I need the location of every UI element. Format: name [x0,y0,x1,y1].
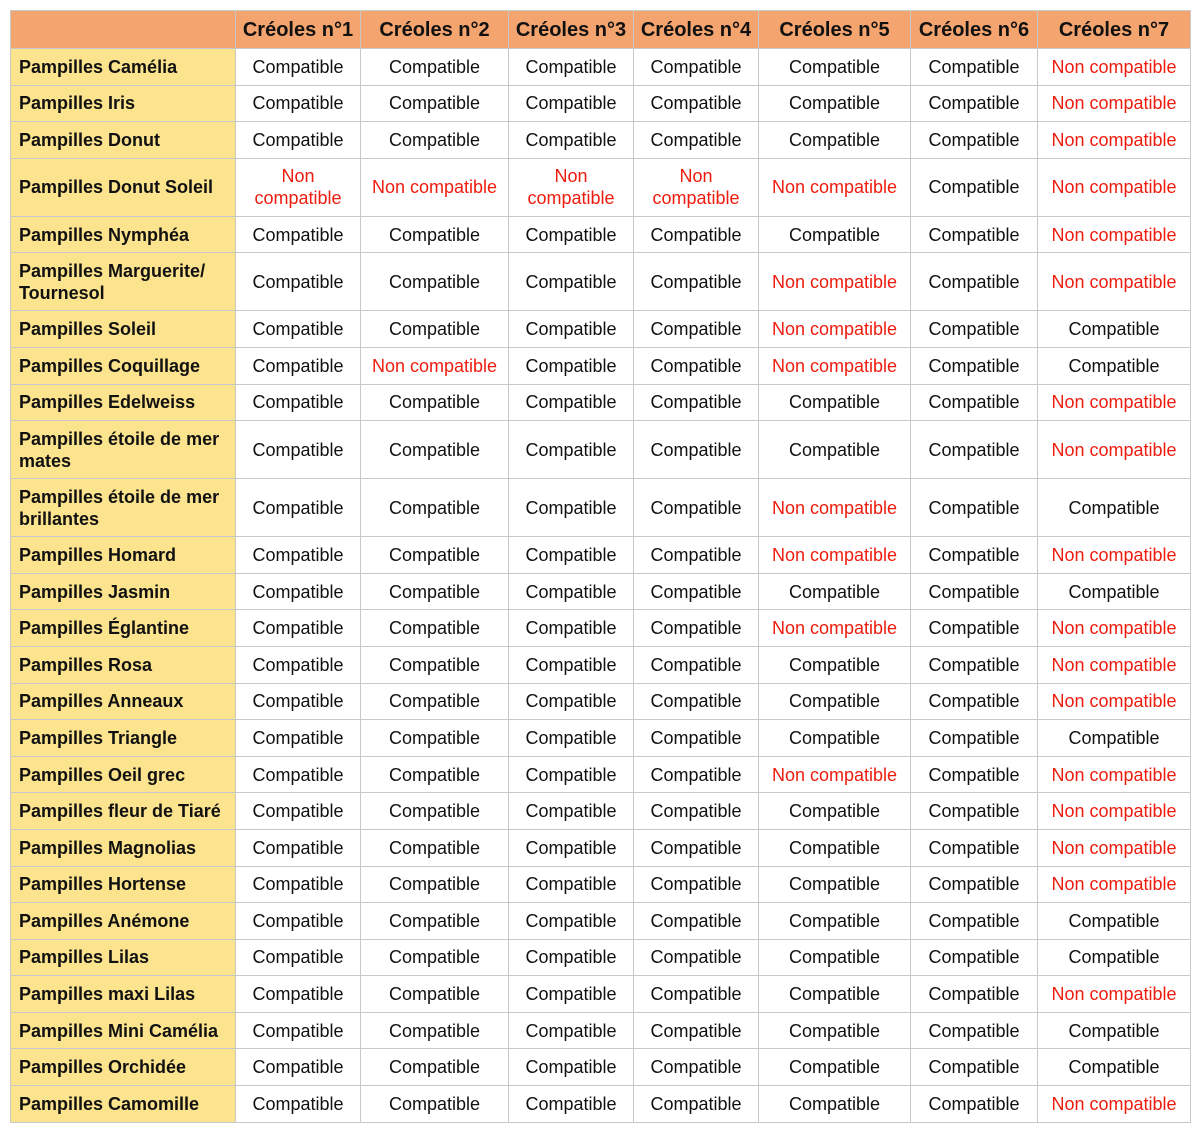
status-compatible: Compatible [911,829,1038,866]
row-label-pampilles-lilas: Pampilles Lilas [11,939,236,976]
status-compatible: Compatible [911,85,1038,122]
table-row [11,85,1191,122]
status-compatible: Compatible [236,793,361,830]
status-compatible: Compatible [911,939,1038,976]
status-compatible: Compatible [634,573,759,610]
status-compatible: Compatible [236,720,361,757]
status-compatible: Compatible [361,85,509,122]
status-compatible: Compatible [361,793,509,830]
status-compatible: Compatible [911,1086,1038,1123]
status-compatible: Compatible [911,1012,1038,1049]
row-label-pampilles-anemone: Pampilles Anémone [11,903,236,940]
status-non-compatible: Non compatible [1038,1086,1191,1123]
status-compatible: Compatible [361,421,509,479]
row-label-pampilles-rosa: Pampilles Rosa [11,646,236,683]
status-non-compatible: Non compatible [1038,253,1191,311]
status-compatible: Compatible [911,253,1038,311]
status-compatible: Compatible [509,683,634,720]
row-label-pampilles-camomille: Pampilles Camomille [11,1086,236,1123]
row-label-pampilles-eglantine: Pampilles Églantine [11,610,236,647]
status-compatible: Compatible [236,756,361,793]
status-compatible: Compatible [361,122,509,159]
status-compatible: Compatible [509,253,634,311]
row-label-pampilles-iris: Pampilles Iris [11,85,236,122]
status-compatible: Compatible [911,311,1038,348]
status-compatible: Compatible [361,49,509,86]
status-compatible: Compatible [509,1049,634,1086]
status-compatible: Compatible [634,829,759,866]
row-label-pampilles-donut-soleil: Pampilles Donut Soleil [11,158,236,216]
status-non-compatible: Non compatible [509,158,634,216]
row-label-pampilles-orchidee: Pampilles Orchidée [11,1049,236,1086]
table-row [11,216,1191,253]
status-non-compatible: Non compatible [1038,421,1191,479]
row-label-pampilles-soleil: Pampilles Soleil [11,311,236,348]
status-compatible: Compatible [634,49,759,86]
status-compatible: Compatible [911,610,1038,647]
status-compatible: Compatible [509,610,634,647]
row-label-pampilles-camelia: Pampilles Camélia [11,49,236,86]
status-compatible: Compatible [634,610,759,647]
table-row [11,683,1191,720]
status-non-compatible: Non compatible [759,311,911,348]
status-compatible: Compatible [509,216,634,253]
status-compatible: Compatible [236,347,361,384]
row-label-pampilles-marguerite-tournesol: Pampilles Marguerite/ Tournesol [11,253,236,311]
status-compatible: Compatible [634,683,759,720]
row-label-pampilles-jasmin: Pampilles Jasmin [11,573,236,610]
status-compatible: Compatible [634,720,759,757]
status-compatible: Compatible [509,573,634,610]
column-header-1: Créoles n°1 [236,11,361,49]
status-compatible: Compatible [509,866,634,903]
status-compatible: Compatible [911,976,1038,1013]
status-compatible: Compatible [236,311,361,348]
table-row [11,793,1191,830]
column-header-5: Créoles n°5 [759,11,911,49]
status-non-compatible: Non compatible [759,347,911,384]
status-compatible: Compatible [911,216,1038,253]
status-compatible: Compatible [236,122,361,159]
status-non-compatible: Non compatible [1038,683,1191,720]
status-compatible: Compatible [236,976,361,1013]
status-compatible: Compatible [361,1049,509,1086]
status-compatible: Compatible [1038,573,1191,610]
status-compatible: Compatible [759,85,911,122]
status-compatible: Compatible [759,122,911,159]
status-compatible: Compatible [759,720,911,757]
status-compatible: Compatible [911,122,1038,159]
status-compatible: Compatible [911,537,1038,574]
status-compatible: Compatible [236,49,361,86]
status-compatible: Compatible [236,253,361,311]
row-label-pampilles-etoile-de-mer-mates: Pampilles étoile de mer mates [11,421,236,479]
row-label-pampilles-fleur-de-tiare: Pampilles fleur de Tiaré [11,793,236,830]
status-compatible: Compatible [236,1086,361,1123]
status-compatible: Compatible [759,646,911,683]
row-label-pampilles-hortense: Pampilles Hortense [11,866,236,903]
status-compatible: Compatible [634,939,759,976]
status-compatible: Compatible [634,85,759,122]
status-compatible: Compatible [1038,347,1191,384]
status-compatible: Compatible [634,793,759,830]
table-row [11,421,1191,479]
status-compatible: Compatible [634,253,759,311]
column-header-3: Créoles n°3 [509,11,634,49]
status-compatible: Compatible [759,829,911,866]
status-compatible: Compatible [236,384,361,421]
status-compatible: Compatible [361,573,509,610]
status-compatible: Compatible [634,1012,759,1049]
status-compatible: Compatible [236,939,361,976]
status-compatible: Compatible [361,1086,509,1123]
status-compatible: Compatible [236,537,361,574]
row-label-pampilles-edelweiss: Pampilles Edelweiss [11,384,236,421]
status-compatible: Compatible [911,347,1038,384]
status-compatible: Compatible [634,347,759,384]
status-compatible: Compatible [634,384,759,421]
status-compatible: Compatible [236,85,361,122]
table-row [11,1086,1191,1123]
status-non-compatible: Non compatible [1038,49,1191,86]
status-compatible: Compatible [911,646,1038,683]
status-compatible: Compatible [911,158,1038,216]
status-compatible: Compatible [361,216,509,253]
table-row [11,610,1191,647]
status-compatible: Compatible [634,311,759,348]
status-compatible: Compatible [361,829,509,866]
row-label-pampilles-triangle: Pampilles Triangle [11,720,236,757]
status-compatible: Compatible [361,479,509,537]
table-row [11,1012,1191,1049]
table-row [11,756,1191,793]
status-compatible: Compatible [236,421,361,479]
status-compatible: Compatible [361,610,509,647]
status-compatible: Compatible [634,903,759,940]
status-compatible: Compatible [509,793,634,830]
status-non-compatible: Non compatible [1038,158,1191,216]
status-compatible: Compatible [1038,720,1191,757]
table-row [11,479,1191,537]
status-compatible: Compatible [509,1012,634,1049]
status-non-compatible: Non compatible [759,479,911,537]
status-compatible: Compatible [236,216,361,253]
status-non-compatible: Non compatible [1038,976,1191,1013]
status-compatible: Compatible [361,903,509,940]
status-compatible: Compatible [509,122,634,159]
status-compatible: Compatible [509,85,634,122]
row-label-pampilles-maxi-lilas: Pampilles maxi Lilas [11,976,236,1013]
status-compatible: Compatible [236,573,361,610]
header-corner-cell [11,11,236,49]
status-compatible: Compatible [759,1049,911,1086]
status-compatible: Compatible [236,866,361,903]
status-compatible: Compatible [634,1049,759,1086]
table-row [11,866,1191,903]
table-row [11,939,1191,976]
status-compatible: Compatible [509,311,634,348]
status-compatible: Compatible [509,939,634,976]
row-label-pampilles-homard: Pampilles Homard [11,537,236,574]
row-label-pampilles-oeil-grec: Pampilles Oeil grec [11,756,236,793]
status-compatible: Compatible [361,384,509,421]
status-compatible: Compatible [509,49,634,86]
table-row [11,311,1191,348]
status-compatible: Compatible [759,903,911,940]
status-compatible: Compatible [911,683,1038,720]
status-non-compatible: Non compatible [759,537,911,574]
status-compatible: Compatible [634,122,759,159]
table-row [11,347,1191,384]
status-compatible: Compatible [1038,311,1191,348]
status-non-compatible: Non compatible [1038,829,1191,866]
status-compatible: Compatible [1038,939,1191,976]
status-non-compatible: Non compatible [1038,537,1191,574]
status-compatible: Compatible [236,683,361,720]
status-compatible: Compatible [759,384,911,421]
status-compatible: Compatible [509,720,634,757]
status-compatible: Compatible [911,421,1038,479]
status-compatible: Compatible [361,939,509,976]
status-compatible: Compatible [509,646,634,683]
status-non-compatible: Non compatible [759,756,911,793]
table-row [11,122,1191,159]
status-non-compatible: Non compatible [1038,866,1191,903]
status-compatible: Compatible [634,756,759,793]
table-row [11,976,1191,1013]
status-compatible: Compatible [509,537,634,574]
table-row [11,720,1191,757]
status-non-compatible: Non compatible [759,610,911,647]
status-compatible: Compatible [759,866,911,903]
table-row [11,49,1191,86]
status-compatible: Compatible [1038,903,1191,940]
status-compatible: Compatible [911,720,1038,757]
status-non-compatible: Non compatible [634,158,759,216]
status-compatible: Compatible [759,1012,911,1049]
table-row [11,537,1191,574]
table-body [11,49,1191,1123]
status-compatible: Compatible [759,573,911,610]
status-compatible: Compatible [759,49,911,86]
status-non-compatible: Non compatible [1038,610,1191,647]
status-compatible: Compatible [911,866,1038,903]
status-compatible: Compatible [759,1086,911,1123]
status-compatible: Compatible [509,1086,634,1123]
status-compatible: Compatible [634,216,759,253]
row-label-pampilles-etoile-de-mer-brillantes: Pampilles étoile de mer brillantes [11,479,236,537]
status-non-compatible: Non compatible [1038,646,1191,683]
status-compatible: Compatible [911,479,1038,537]
status-compatible: Compatible [236,903,361,940]
status-compatible: Compatible [634,1086,759,1123]
status-non-compatible: Non compatible [1038,216,1191,253]
status-compatible: Compatible [361,976,509,1013]
status-non-compatible: Non compatible [1038,756,1191,793]
status-non-compatible: Non compatible [361,347,509,384]
status-compatible: Compatible [361,646,509,683]
status-compatible: Compatible [759,976,911,1013]
header-row [11,11,1191,49]
status-compatible: Compatible [634,421,759,479]
status-compatible: Compatible [236,479,361,537]
table-row [11,384,1191,421]
column-header-7: Créoles n°7 [1038,11,1191,49]
status-compatible: Compatible [361,683,509,720]
status-compatible: Compatible [361,1012,509,1049]
column-header-2: Créoles n°2 [361,11,509,49]
status-compatible: Compatible [634,537,759,574]
status-compatible: Compatible [509,903,634,940]
status-non-compatible: Non compatible [759,253,911,311]
column-header-4: Créoles n°4 [634,11,759,49]
status-compatible: Compatible [759,216,911,253]
status-compatible: Compatible [911,49,1038,86]
status-compatible: Compatible [634,866,759,903]
status-compatible: Compatible [911,793,1038,830]
status-non-compatible: Non compatible [361,158,509,216]
status-compatible: Compatible [634,646,759,683]
table-row [11,1049,1191,1086]
status-compatible: Compatible [759,683,911,720]
status-compatible: Compatible [1038,479,1191,537]
status-compatible: Compatible [911,1049,1038,1086]
status-compatible: Compatible [634,976,759,1013]
status-compatible: Compatible [361,253,509,311]
status-compatible: Compatible [1038,1012,1191,1049]
status-compatible: Compatible [911,384,1038,421]
status-compatible: Compatible [1038,1049,1191,1086]
status-non-compatible: Non compatible [1038,85,1191,122]
status-compatible: Compatible [509,421,634,479]
status-compatible: Compatible [509,756,634,793]
status-non-compatible: Non compatible [1038,122,1191,159]
status-compatible: Compatible [911,903,1038,940]
row-label-pampilles-donut: Pampilles Donut [11,122,236,159]
status-compatible: Compatible [634,479,759,537]
status-non-compatible: Non compatible [1038,793,1191,830]
status-compatible: Compatible [759,939,911,976]
table-row [11,903,1191,940]
status-compatible: Compatible [236,646,361,683]
status-compatible: Compatible [236,610,361,647]
status-compatible: Compatible [759,421,911,479]
row-label-pampilles-anneaux: Pampilles Anneaux [11,683,236,720]
status-compatible: Compatible [509,479,634,537]
row-label-pampilles-coquillage: Pampilles Coquillage [11,347,236,384]
compatibility-table [10,10,1191,1123]
table-row [11,253,1191,311]
status-compatible: Compatible [911,573,1038,610]
table-row [11,829,1191,866]
status-compatible: Compatible [236,829,361,866]
status-compatible: Compatible [509,347,634,384]
row-label-pampilles-mini-camelia: Pampilles Mini Camélia [11,1012,236,1049]
status-compatible: Compatible [361,311,509,348]
status-compatible: Compatible [911,756,1038,793]
status-compatible: Compatible [361,537,509,574]
status-non-compatible: Non compatible [236,158,361,216]
table-row [11,646,1191,683]
row-label-pampilles-magnolias: Pampilles Magnolias [11,829,236,866]
column-header-6: Créoles n°6 [911,11,1038,49]
status-compatible: Compatible [361,866,509,903]
status-compatible: Compatible [759,793,911,830]
status-compatible: Compatible [509,384,634,421]
status-non-compatible: Non compatible [759,158,911,216]
table-row [11,573,1191,610]
status-compatible: Compatible [236,1049,361,1086]
status-compatible: Compatible [509,976,634,1013]
status-compatible: Compatible [509,829,634,866]
status-compatible: Compatible [361,756,509,793]
table-row [11,158,1191,216]
row-label-pampilles-nymphea: Pampilles Nymphéa [11,216,236,253]
status-compatible: Compatible [236,1012,361,1049]
status-non-compatible: Non compatible [1038,384,1191,421]
status-compatible: Compatible [361,720,509,757]
